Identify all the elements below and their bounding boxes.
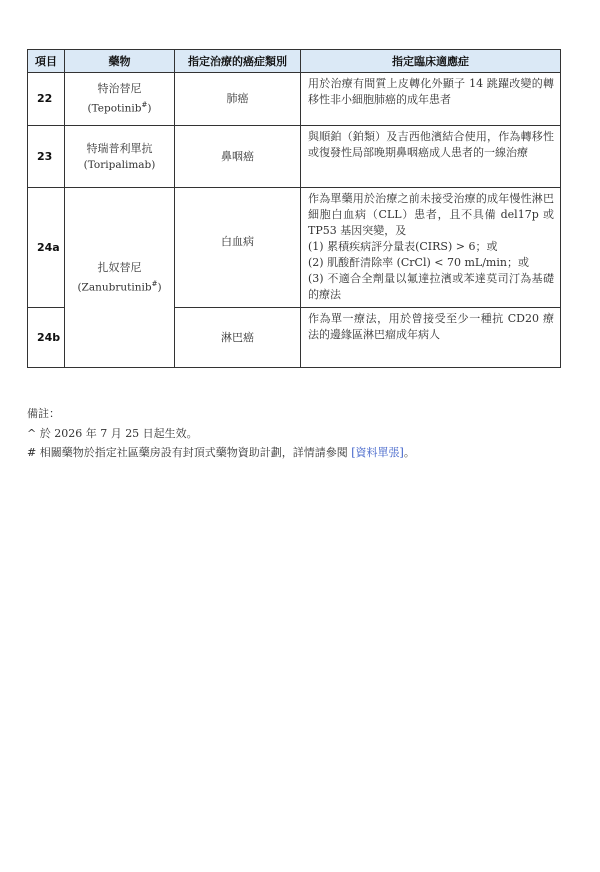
clinical-indication xyxy=(301,188,561,308)
drug-name-zh: 扎奴替尼 xyxy=(97,260,142,274)
drug-name-cell xyxy=(65,126,175,188)
cancer-category: 鼻咽癌 xyxy=(175,126,301,188)
drug-name-zh: 特瑞普利單抗 xyxy=(86,141,153,155)
drug-mark: # xyxy=(151,279,158,288)
notes-title: 備註： xyxy=(27,407,60,420)
indication-line: (1) 累積疾病評分量表(CIRS) > 6；或 xyxy=(308,240,498,253)
table-header-row xyxy=(28,50,561,73)
note-effective-date: ^ 於 2026 年 7 月 25 日起生效。 xyxy=(27,427,198,440)
drug-name-cell xyxy=(65,73,175,126)
note-pharmacy-scheme xyxy=(27,445,415,460)
item-id: 24a xyxy=(28,188,65,308)
header-drug: 藥物 xyxy=(65,50,175,73)
cancer-category: 淋巴癌 xyxy=(175,308,301,368)
header-cancer-category: 指定治療的癌症類別 xyxy=(175,50,301,73)
note-suffix: 。 xyxy=(403,446,415,459)
drug-name-en-wrap: (Zanubrutinib#) xyxy=(77,279,162,294)
drug-name-en: (Tepotinib xyxy=(87,102,142,115)
drug-mark: # xyxy=(141,101,148,110)
drug-name-en-wrap: (Tepotinib#) xyxy=(87,101,152,115)
clinical-indication: 與順鉑（鉑類）及吉西他濱結合使用，作為轉移性或復發性局部晚期鼻咽癌成人患者的一線治療 xyxy=(301,126,561,188)
drug-table xyxy=(27,49,561,368)
indication-line: (3) 不適合全劑量以氟達拉濱或苯達莫司汀為基礎的療法 xyxy=(308,272,554,301)
header-indication: 指定臨床適應症 xyxy=(301,50,561,73)
info-leaflet-link[interactable]: [資料單張] xyxy=(351,446,404,459)
clinical-indication: 用於治療有間質上皮轉化外顯子 14 跳躍改變的轉移性非小細胞肺癌的成年患者 xyxy=(301,73,561,126)
cancer-category: 肺癌 xyxy=(175,73,301,126)
item-id: 23 xyxy=(28,126,65,188)
table-row xyxy=(28,188,561,308)
drug-name-en: (Zanubrutinib xyxy=(77,281,152,294)
indication-line: 作為單藥用於治療之前未接受治療的成年慢性淋巴細胞白血病（CLL）患者，且不具備 del17p 或 TP53 基因突變，及 xyxy=(308,192,554,237)
table-row xyxy=(28,73,561,126)
item-id: 22 xyxy=(28,73,65,126)
drug-name-cell xyxy=(65,188,175,368)
indication-line: (2) 肌酸酐清除率 (CrCl) < 70 mL/min；或 xyxy=(308,256,529,269)
drug-name-en: (Toripalimab) xyxy=(83,158,156,171)
cancer-category: 白血病 xyxy=(175,188,301,308)
header-item: 項目 xyxy=(28,50,65,73)
clinical-indication: 作為單一療法，用於曾接受至少一種抗 CD20 療法的邊緣區淋巴瘤成年病人 xyxy=(301,308,561,368)
item-id: 24b xyxy=(28,308,65,368)
note-text: # 相關藥物於指定社區藥房設有封頂式藥物資助計劃，詳情請參閱 xyxy=(27,446,348,459)
drug-name-zh: 特治替尼 xyxy=(97,82,142,96)
table-row xyxy=(28,126,561,188)
